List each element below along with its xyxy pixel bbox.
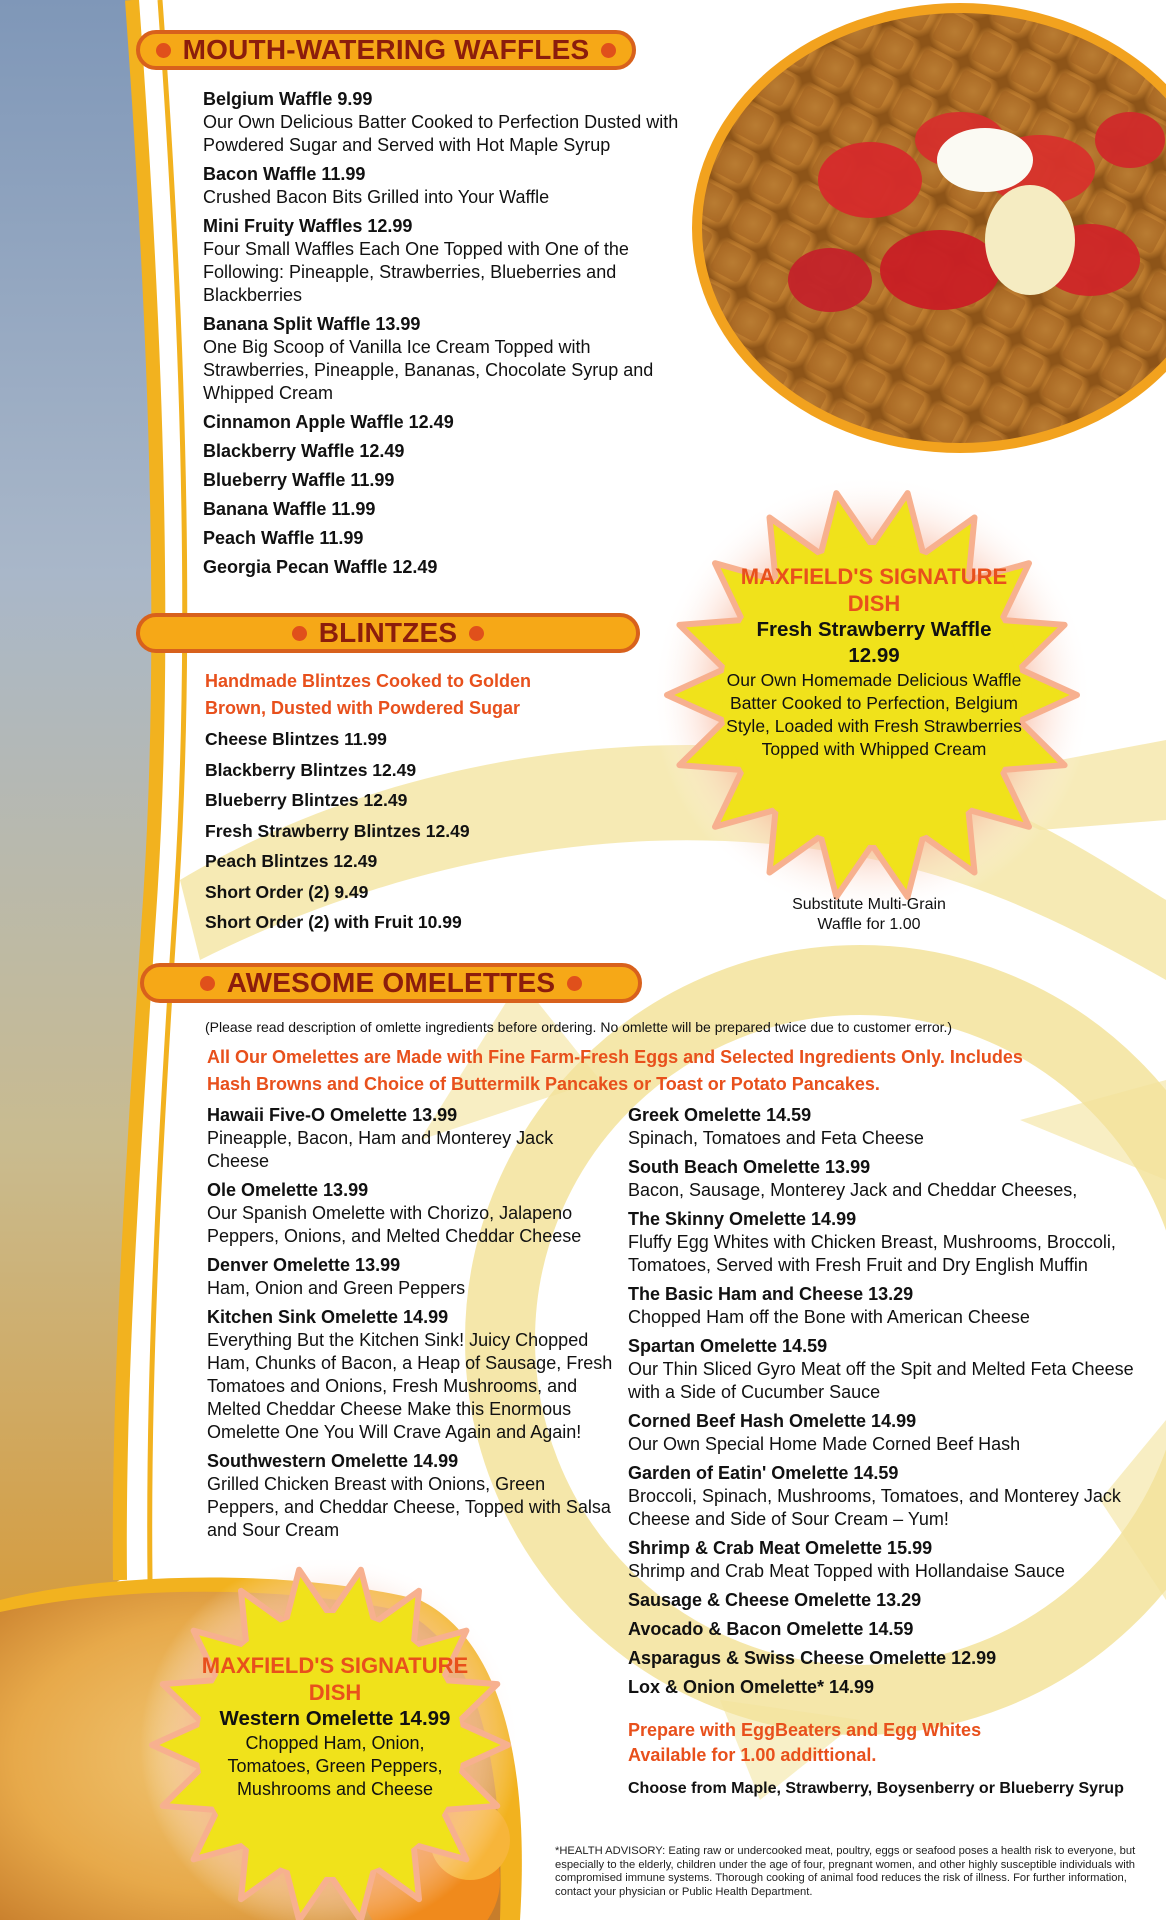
menu-item-name: Blackberry Blintzes 12.49 — [205, 759, 417, 780]
menu-item — [203, 498, 693, 521]
menu-item-name: Peach Blintzes 12.49 — [205, 851, 378, 871]
menu-item-name: Belgium Waffle 9.99 — [203, 89, 373, 109]
omelettes-note: (Please read description of omlette ingredients before ordering. No omlette will be prepared twice due to customer error.) — [205, 1019, 953, 1035]
menu-item-name: Hawaii Five-O Omelette 13.99 — [207, 1105, 458, 1125]
menu-item-description: Our Own Delicious Batter Cooked to Perfection Dusted with Powdered Sugar and Served with Hot Maple Syrup — [203, 112, 679, 155]
menu-item-description: Ham, Onion and Green Peppers — [207, 1278, 466, 1298]
substitute-note: Substitute Multi-Grain Waffle for 1.00 — [792, 896, 946, 933]
bullet-dot-icon — [567, 976, 582, 991]
signature-dish-desc: Chopped Ham, Onion, Tomatoes, Green Peppers, Mushrooms and Cheese — [227, 1733, 443, 1799]
menu-item-description: Our Own Special Home Made Corned Beef Hash — [628, 1434, 1021, 1454]
waffles-list — [203, 88, 693, 585]
menu-item — [205, 789, 625, 813]
menu-item-description: Our Thin Sliced Gyro Meat off the Spit and Melted Feta Cheese with a Side of Cucumber Sauce — [628, 1359, 1134, 1402]
menu-item — [628, 1156, 1158, 1202]
menu-item — [207, 1306, 617, 1444]
menu-item — [203, 440, 693, 463]
menu-item — [207, 1254, 617, 1300]
menu-item — [628, 1462, 1158, 1531]
menu-item-name: Denver Omelette 13.99 — [207, 1255, 401, 1275]
menu-item — [207, 1450, 617, 1542]
signature-omelette — [195, 1652, 475, 1801]
menu-item — [628, 1283, 1158, 1329]
menu-item-name: South Beach Omelette 13.99 — [628, 1157, 871, 1177]
menu-item-name: Cheese Blintzes 11.99 — [205, 729, 387, 749]
menu-item-name: Mini Fruity Waffles 12.99 — [203, 216, 413, 236]
bullet-dot-icon — [469, 626, 484, 641]
signature-dish-name: Western Omelette 14.99 — [219, 1707, 451, 1730]
menu-item-name: Asparagus & Swiss Cheese Omelette 12.99 — [628, 1648, 997, 1668]
menu-item-name: Banana Split Waffle 13.99 — [203, 314, 421, 334]
menu-item-name: Fresh Strawberry Blintzes 12.49 — [205, 820, 470, 841]
menu-item-name: Sausage & Cheese Omelette 13.29 — [628, 1590, 922, 1610]
menu-item — [628, 1676, 1158, 1699]
menu-item — [628, 1537, 1158, 1583]
signature-waffle — [712, 563, 1036, 761]
menu-item-name: Bacon Waffle 11.99 — [203, 164, 366, 184]
blintzes-list — [205, 728, 625, 942]
signature-dish-price: 12.99 — [848, 644, 900, 667]
menu-item-name: Lox & Onion Omelette* 14.99 — [628, 1677, 875, 1697]
menu-item-name: Georgia Pecan Waffle 12.49 — [203, 557, 438, 577]
menu-item-name: Short Order (2) 9.49 — [205, 881, 369, 902]
menu-item — [205, 820, 625, 844]
omelettes-left-column — [207, 1104, 617, 1548]
menu-item — [205, 850, 625, 874]
menu-item-description: Our Spanish Omelette with Chorizo, Jalapeno Peppers, Onions, and Melted Cheddar Cheese — [207, 1203, 582, 1246]
menu-item — [203, 88, 693, 157]
menu-item-description: Bacon, Sausage, Monterey Jack and Cheddar Cheeses, — [628, 1180, 1078, 1200]
menu-item-name: Southwestern Omelette 14.99 — [207, 1451, 459, 1471]
bullet-dot-icon — [156, 43, 171, 58]
blintzes-title: BLINTZES — [318, 617, 458, 648]
menu-item — [203, 313, 693, 405]
menu-item-name: Garden of Eatin' Omelette 14.59 — [628, 1463, 899, 1483]
menu-item — [628, 1618, 1158, 1641]
menu-item-name: Greek Omelette 14.59 — [628, 1105, 812, 1125]
menu-item-name: Avocado & Bacon Omelette 14.59 — [628, 1619, 914, 1639]
menu-item — [205, 728, 625, 752]
omelettes-right-column — [628, 1104, 1158, 1705]
bullet-dot-icon — [292, 626, 307, 641]
menu-item — [203, 469, 693, 492]
menu-item-name: The Skinny Omelette 14.99 — [628, 1209, 857, 1229]
menu-item — [628, 1589, 1158, 1612]
eggbeaters-note: Prepare with EggBeaters and Egg Whites Available for 1.00 addittional. — [628, 1720, 982, 1765]
menu-item-description: Pineapple, Bacon, Ham and Monterey Jack Cheese — [207, 1128, 554, 1171]
menu-item-name: The Basic Ham and Cheese 13.29 — [628, 1284, 914, 1304]
menu-item-description: Chopped Ham off the Bone with American Cheese — [628, 1307, 1030, 1327]
bullet-dot-icon — [200, 976, 215, 991]
bullet-dot-icon — [601, 43, 616, 58]
menu-item — [203, 556, 693, 579]
menu-item — [205, 911, 625, 935]
menu-item-description: Shrimp and Crab Meat Topped with Hollandaise Sauce — [628, 1561, 1065, 1581]
waffles-title: MOUTH-WATERING WAFFLES — [182, 34, 590, 65]
menu-item-name: Cinnamon Apple Waffle 12.49 — [203, 412, 454, 432]
menu-item-name: Corned Beef Hash Omelette 14.99 — [628, 1411, 917, 1431]
menu-item-name: Peach Waffle 11.99 — [203, 528, 364, 548]
menu-item-name: Blueberry Waffle 11.99 — [203, 470, 395, 490]
menu-item-name: Banana Waffle 11.99 — [203, 499, 376, 519]
menu-item — [205, 759, 625, 783]
menu-item-description: Broccoli, Spinach, Mushrooms, Tomatoes, and Monterey Jack Cheese and Side of Sour Cream – Yum! — [628, 1486, 1121, 1529]
menu-item-description: Grilled Chicken Breast with Onions, Green Peppers, and Cheddar Cheese, Topped with Salsa and Sour Cream — [207, 1474, 611, 1540]
menu-item-name: Blackberry Waffle 12.49 — [203, 441, 405, 461]
menu-item-description: Spinach, Tomatoes and Feta Cheese — [628, 1128, 924, 1148]
menu-item-name: Blueberry Blintzes 12.49 — [205, 790, 408, 810]
blintzes-intro: Handmade Blintzes Cooked to Golden Brown, Dusted with Powdered Sugar — [205, 671, 532, 718]
signature-title: MAXFIELD'S SIGNATURE DISH — [201, 1653, 469, 1705]
omelettes-title: AWESOME OMELETTES — [226, 967, 556, 998]
waffles-banner — [136, 30, 636, 70]
menu-item — [628, 1647, 1158, 1670]
menu-item-description: Crushed Bacon Bits Grilled into Your Waffle — [203, 187, 550, 207]
menu-item-name: Spartan Omelette 14.59 — [628, 1336, 828, 1356]
menu-item — [203, 163, 693, 209]
menu-item — [207, 1104, 617, 1173]
menu-item — [628, 1208, 1158, 1277]
menu-item — [628, 1410, 1158, 1456]
menu-item — [628, 1335, 1158, 1404]
menu-item-description: Everything But the Kitchen Sink! Juicy Chopped Ham, Chunks of Bacon, a Heap of Sausage, Fresh Tomatoes and Onions, Fresh Mushrooms, and Melted Cheddar Cheese Make this Enormous Omelette One You Will Crave Again and Again! — [207, 1330, 613, 1442]
menu-item-description: Four Small Waffles Each One Topped with One of the Following: Pineapple, Strawberries, Blueberries and Blackberries — [203, 239, 629, 305]
menu-item — [628, 1104, 1158, 1150]
menu-item-description: Fluffy Egg Whites with Chicken Breast, Mushrooms, Broccoli, Tomatoes, Served with Fresh Fruit and Dry English Muffin — [628, 1232, 1116, 1275]
menu-item — [203, 215, 693, 307]
syrup-note: Choose from Maple, Strawberry, Boysenberry or Blueberry Syrup — [628, 1780, 1124, 1797]
signature-dish-name: Fresh Strawberry Waffle — [756, 618, 992, 641]
menu-item-name: Kitchen Sink Omelette 14.99 — [207, 1307, 449, 1327]
menu-item-description: One Big Scoop of Vanilla Ice Cream Topped with Strawberries, Pineapple, Bananas, Chocolate Syrup and Whipped Cream — [203, 337, 654, 403]
menu-item-name: Short Order (2) with Fruit 10.99 — [205, 912, 462, 932]
menu-item-name: Ole Omelette 13.99 — [207, 1180, 369, 1200]
health-advisory: *HEALTH ADVISORY: Eating raw or undercooked meat, poultry, eggs or seafood poses a health risk to everyone, but especially to the elderly, children under the age of four, pregnant women, and other highly susceptible individuals with compromised immune systems. Thorough cooking of animal food reduces the risk of illness. For further information, contact your physician or Public Health Department. — [555, 1845, 1136, 1898]
omelettes-intro: All Our Omelettes are Made with Fine Farm-Fresh Eggs and Selected Ingredients Only. Includes Hash Browns and Choice of Buttermilk Pancakes or Toast or Potato Pancakes. — [207, 1047, 1023, 1094]
signature-dish-desc: Our Own Homemade Delicious Waffle Batter Cooked to Perfection, Belgium Style, Loaded with Fresh Strawberries Topped with Whipped Cream — [726, 670, 1022, 759]
menu-item — [203, 527, 693, 550]
omelettes-banner — [140, 963, 642, 1003]
menu-item — [203, 411, 693, 434]
menu-item — [205, 881, 625, 905]
menu-item — [207, 1179, 617, 1248]
menu-item-name: Shrimp & Crab Meat Omelette 15.99 — [628, 1538, 933, 1558]
signature-title: MAXFIELD'S SIGNATURE DISH — [740, 564, 1008, 616]
blintzes-banner — [136, 613, 640, 653]
